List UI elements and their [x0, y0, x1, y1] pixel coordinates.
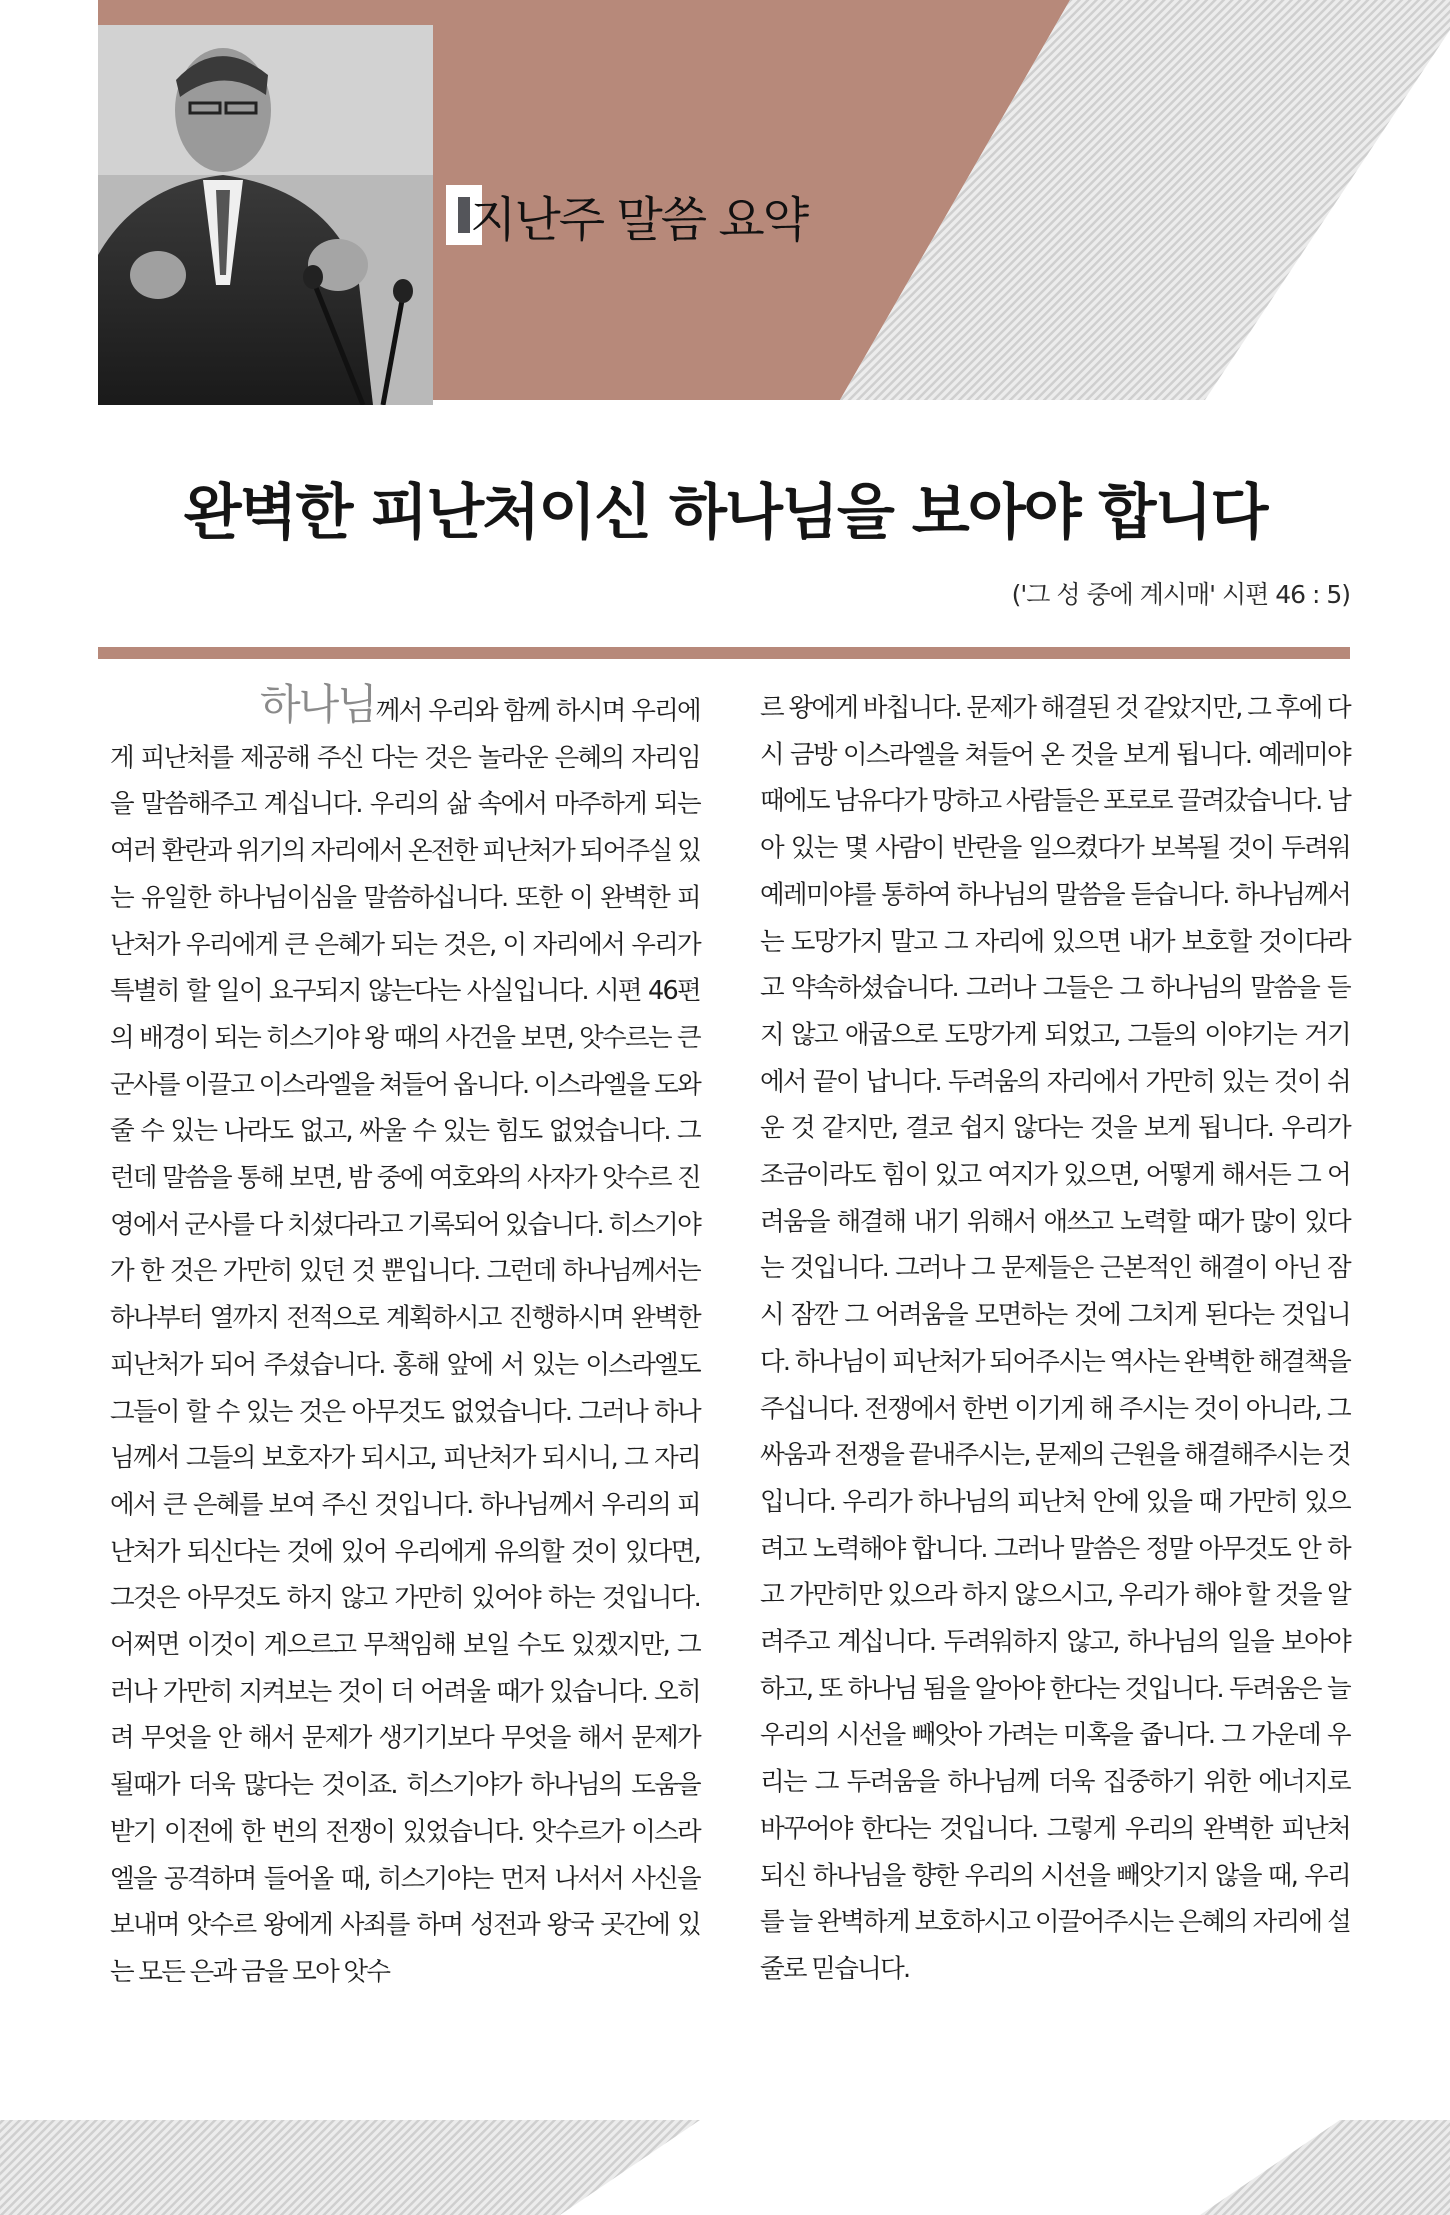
section-label	[446, 170, 807, 260]
section-label-text: 지난주 말씀 요약	[470, 191, 808, 248]
left-column-text: 께서 우리와 함께 하시며 우리에게 피난처를 제공해 주신 다는 것은 놀라운 은혜의 자리임을 말씀해주고 계십니다. 우리의 삶 속에서 마주하게 되는 여러 환란과 위기의 자리에서 온전한 피난처가 되어주실 있는 유일한 하나님이심을 말씀하십니다. 또한 이 완벽한 피난처가 우리에게 큰 은혜가 되는 것은, 이 자리에서 우리가 특별히 할 일이 요구되지 않는다는 사실입니다. 시편 46편의 배경이 되는 히스기야 왕 때의 사건을 보면, 앗수르는 큰 군사를 이끌고 이스라엘을 쳐들어 옵니다. 이스라엘을 도와줄 수 있는 나라도 없고, 싸울 수 있는 힘도 없었습니다. 그런데 말씀을 통해 보면, 밤 중에 여호와의 사자가 앗수르 진영에서 군사를 다 치셨다라고 기록되어 있습니다. 히스기야가 한 것은 가만히 있던 것 뿐입니다. 그런데 하나님께서는 하나부터 열까지 전적으로 계획하시고 진행하시며 완벽한 피난처가 되어 주셨습니다. 홍해 앞에 서 있는 이스라엘도 그들이 할 수 있는 것은 아무것도 없었습니다. 그러나 하나님께서 그들의 보호자가 되시고, 피난처가 되시니, 그 자리에서 큰 은혜를 보여 주신 것입니다. 하나님께서 우리의 피난처가 되신다는 것에 있어 우리에게 유의할 것이 있다면, 그것은 아무것도 하지 않고 가만히 있어야 하는 것입니다. 어쩌면 이것이 게으르고 무책임해 보일 수도 있겠지만, 그러나 가만히 지켜보는 것이 더 어려울 때가 있습니다. 오히려 무엇을 안 해서 문제가 생기기보다 무엇을 해서 문제가 될때가 더욱 많다는 것이죠. 히스기야가 하나님의 도움을 받기 이전에 한 번의 전쟁이 있었습니다. 앗수르가 이스라엘을 공격하며 들어올 때, 히스기야는 먼저 나서서 사신을 보내며 앗수르 왕에게 사죄를 하며 성전과 왕국 곳간에 있는 모든 은과 금을 모아 앗수	[110, 696, 700, 1987]
preacher-photo-graphic	[98, 25, 433, 405]
article-column-left	[110, 680, 700, 1996]
scripture-reference: ('그 성 중에 계시매' 시편 46 : 5)	[1011, 580, 1350, 609]
preacher-photo	[98, 25, 433, 405]
right-column-text: 르 왕에게 바칩니다. 문제가 해결된 것 같았지만, 그 후에 다시 금방 이스라엘을 쳐들어 온 것을 보게 됩니다. 예레미야 때에도 남유다가 망하고 사람들은 포로로 끌려갔습니다. 남아 있는 몇 사람이 반란을 일으켰다가 보복될 것이 두려워 예레미야를 통하여 하나님의 말씀을 듣습니다. 하나님께서는 도망가지 말고 그 자리에 있으면 내가 보호할 것이다라고 약속하셨습니다. 그러나 그들은 그 하나님의 말씀을 듣지 않고 애굽으로 도망가게 되었고, 그들의 이야기는 거기에서 끝이 납니다. 두려움의 자리에서 가만히 있는 것이 쉬운 것 같지만, 결코 쉽지 않다는 것을 보게 됩니다. 우리가 조금이라도 힘이 있고 여지가 있으면, 어떻게 해서든 그 어려움을 해결해 내기 위해서 애쓰고 노력할 때가 많이 있다는 것입니다. 그러나 그 문제들은 근본적인 해결이 아닌 잠시 잠깐 그 어려움을 모면하는 것에 그치게 된다는 것입니다. 하나님이 피난처가 되어주시는 역사는 완벽한 해결책을 주십니다. 전쟁에서 한번 이기게 해 주시는 것이 아니라, 그 싸움과 전쟁을 끝내주시는, 문제의 근원을 해결해주시는 것입니다. 우리가 하나님의 피난처 안에 있을 때 가만히 있으려고 노력해야 합니다. 그러나 말씀은 정말 아무것도 안 하고 가만히만 있으라 하지 않으시고, 우리가 해야 할 것을 알려주고 계십니다. 두려워하지 않고, 하나님의 일을 보아야 하고, 또 하나님 됨을 알아야 한다는 것입니다. 두려움은 늘 우리의 시선을 빼앗아 가려는 미혹을 줍니다. 그 가운데 우리는 그 두려움을 하나님께 더욱 집중하기 위한 에너지로 바꾸어야 한다는 것입니다. 그렇게 우리의 완벽한 피난처 되신 하나님을 향한 우리의 시선을 빼앗기지 않을 때, 우리를 늘 완벽하게 보호하시고 이끌어주시는 은혜의 자리에 설 줄로 믿습니다.	[760, 693, 1350, 1984]
lead-word: 하나님	[260, 680, 376, 729]
article-column-right	[760, 685, 1350, 1993]
article-title: 완벽한 피난처이신 하나님을 보아야 합니다	[183, 478, 1267, 548]
title-divider	[98, 647, 1350, 659]
